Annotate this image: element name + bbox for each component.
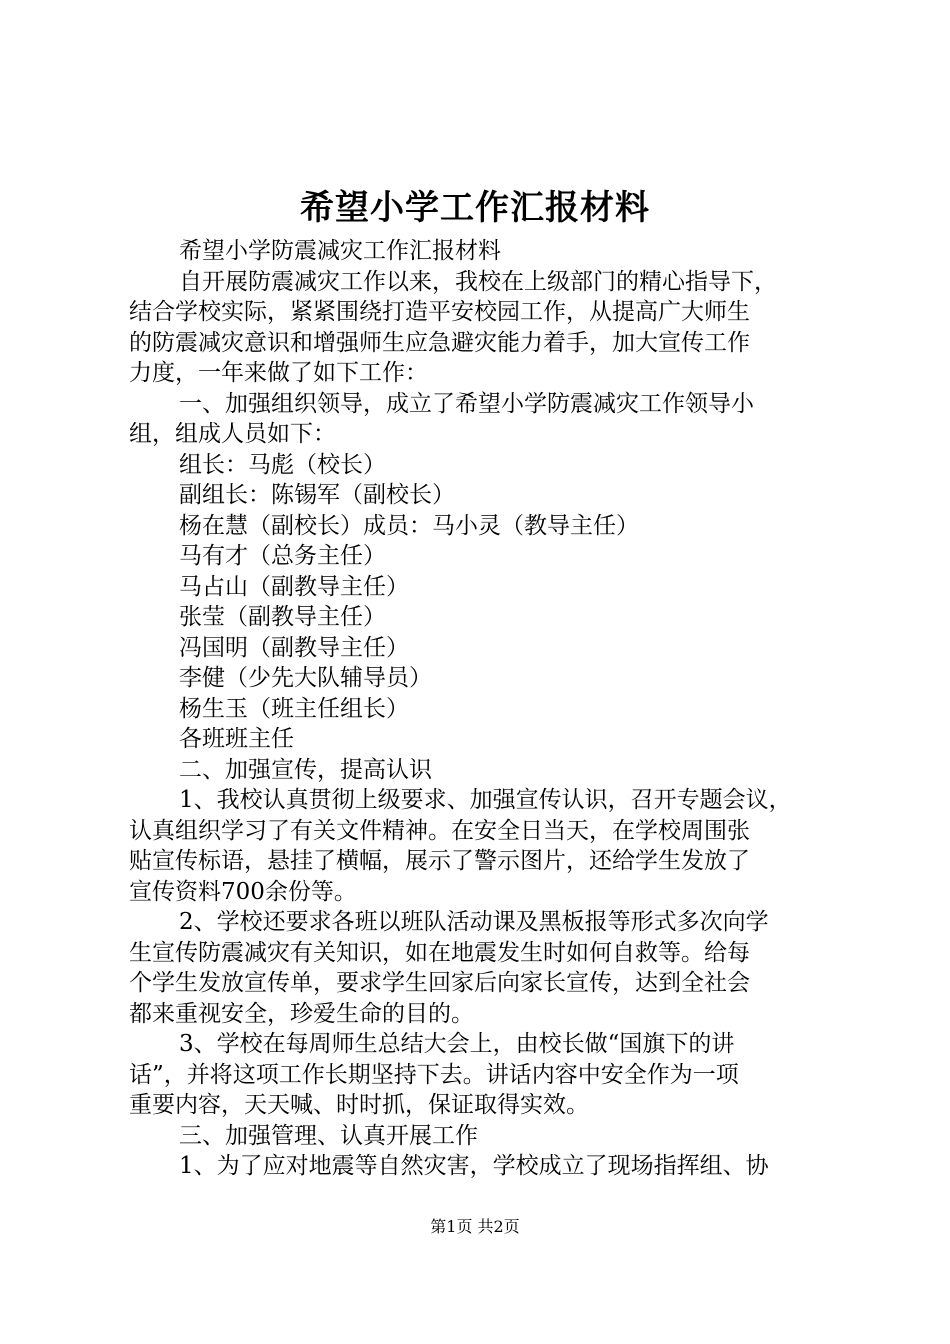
body-line: 自开展防震减灾工作以来，我校在上级部门的精心指导下， <box>179 268 777 295</box>
body-line: 都来重视安全，珍爱生命的目的。 <box>129 1000 474 1027</box>
document-title: 希望小学工作汇报材料 <box>300 188 650 228</box>
body-line: 的防震减灾意识和增强师生应急避灾能力着手，加大宣传工作 <box>129 329 750 356</box>
body-line: 组长：马彪（校长） <box>179 451 386 478</box>
body-line: 2、学校还要求各班以班队活动课及黑板报等形式多次向学 <box>179 909 769 935</box>
body-line: 组，组成人员如下： <box>129 421 336 447</box>
body-line: 二、加强宣传，提高认识 <box>179 756 432 783</box>
body-line: 结合学校实际，紧紧围绕打造平安校园工作，从提高广大师生 <box>129 299 750 325</box>
document-body <box>129 236 835 1182</box>
body-line: 张莹（副教导主任） <box>179 604 386 630</box>
body-line: 马有才（总务主任） <box>179 543 386 569</box>
body-line: 3、学校在每周师生总结大会上，由校长做“国旗下的讲 <box>179 1031 735 1057</box>
body-line: 个学生发放宣传单，要求学生回家后向家长宣传，达到全社会 <box>129 970 750 996</box>
body-line: 李健（少先大队辅导员） <box>179 665 432 691</box>
body-line: 冯国明（副教导主任） <box>179 634 409 661</box>
body-line: 力度，一年来做了如下工作： <box>129 360 428 386</box>
body-line: 宣传资料700余份等。 <box>129 878 357 905</box>
body-line: 贴宣传标语，悬挂了横幅，展示了警示图片，还给学生发放了 <box>129 848 750 874</box>
body-line: 生宣传防震减灾有关知识，如在地震发生时如何自救等。给每 <box>129 939 750 966</box>
body-line: 一、加强组织领导，成立了希望小学防震减灾工作领导小 <box>179 390 754 417</box>
body-line: 马占山（副教导主任） <box>179 573 409 600</box>
body-line: 话”，并将这项工作长期坚持下去。讲话内容中安全作为一项 <box>129 1061 739 1088</box>
body-line: 副组长：陈锡军（副校长） <box>179 482 455 508</box>
body-line: 认真组织学习了有关文件精神。在安全日当天，在学校周围张 <box>129 817 750 844</box>
page-footer: 第1页 共2页 <box>430 1217 520 1236</box>
body-line: 1、我校认真贯彻上级要求、加强宣传认识，召开专题会议， <box>179 787 792 813</box>
body-line: 重要内容，天天喊、时时抓，保证取得实效。 <box>129 1092 589 1118</box>
body-line: 各班班主任 <box>179 726 294 752</box>
body-line: 1、为了应对地震等自然灾害，学校成立了现场指挥组、协 <box>179 1153 769 1179</box>
body-line: 杨生玉（班主任组长） <box>179 695 409 722</box>
body-line: 希望小学防震减灾工作汇报材料 <box>179 238 501 264</box>
body-line: 杨在慧（副校长）成员：马小灵（教导主任） <box>179 512 639 539</box>
body-line: 三、加强管理、认真开展工作 <box>179 1122 478 1149</box>
